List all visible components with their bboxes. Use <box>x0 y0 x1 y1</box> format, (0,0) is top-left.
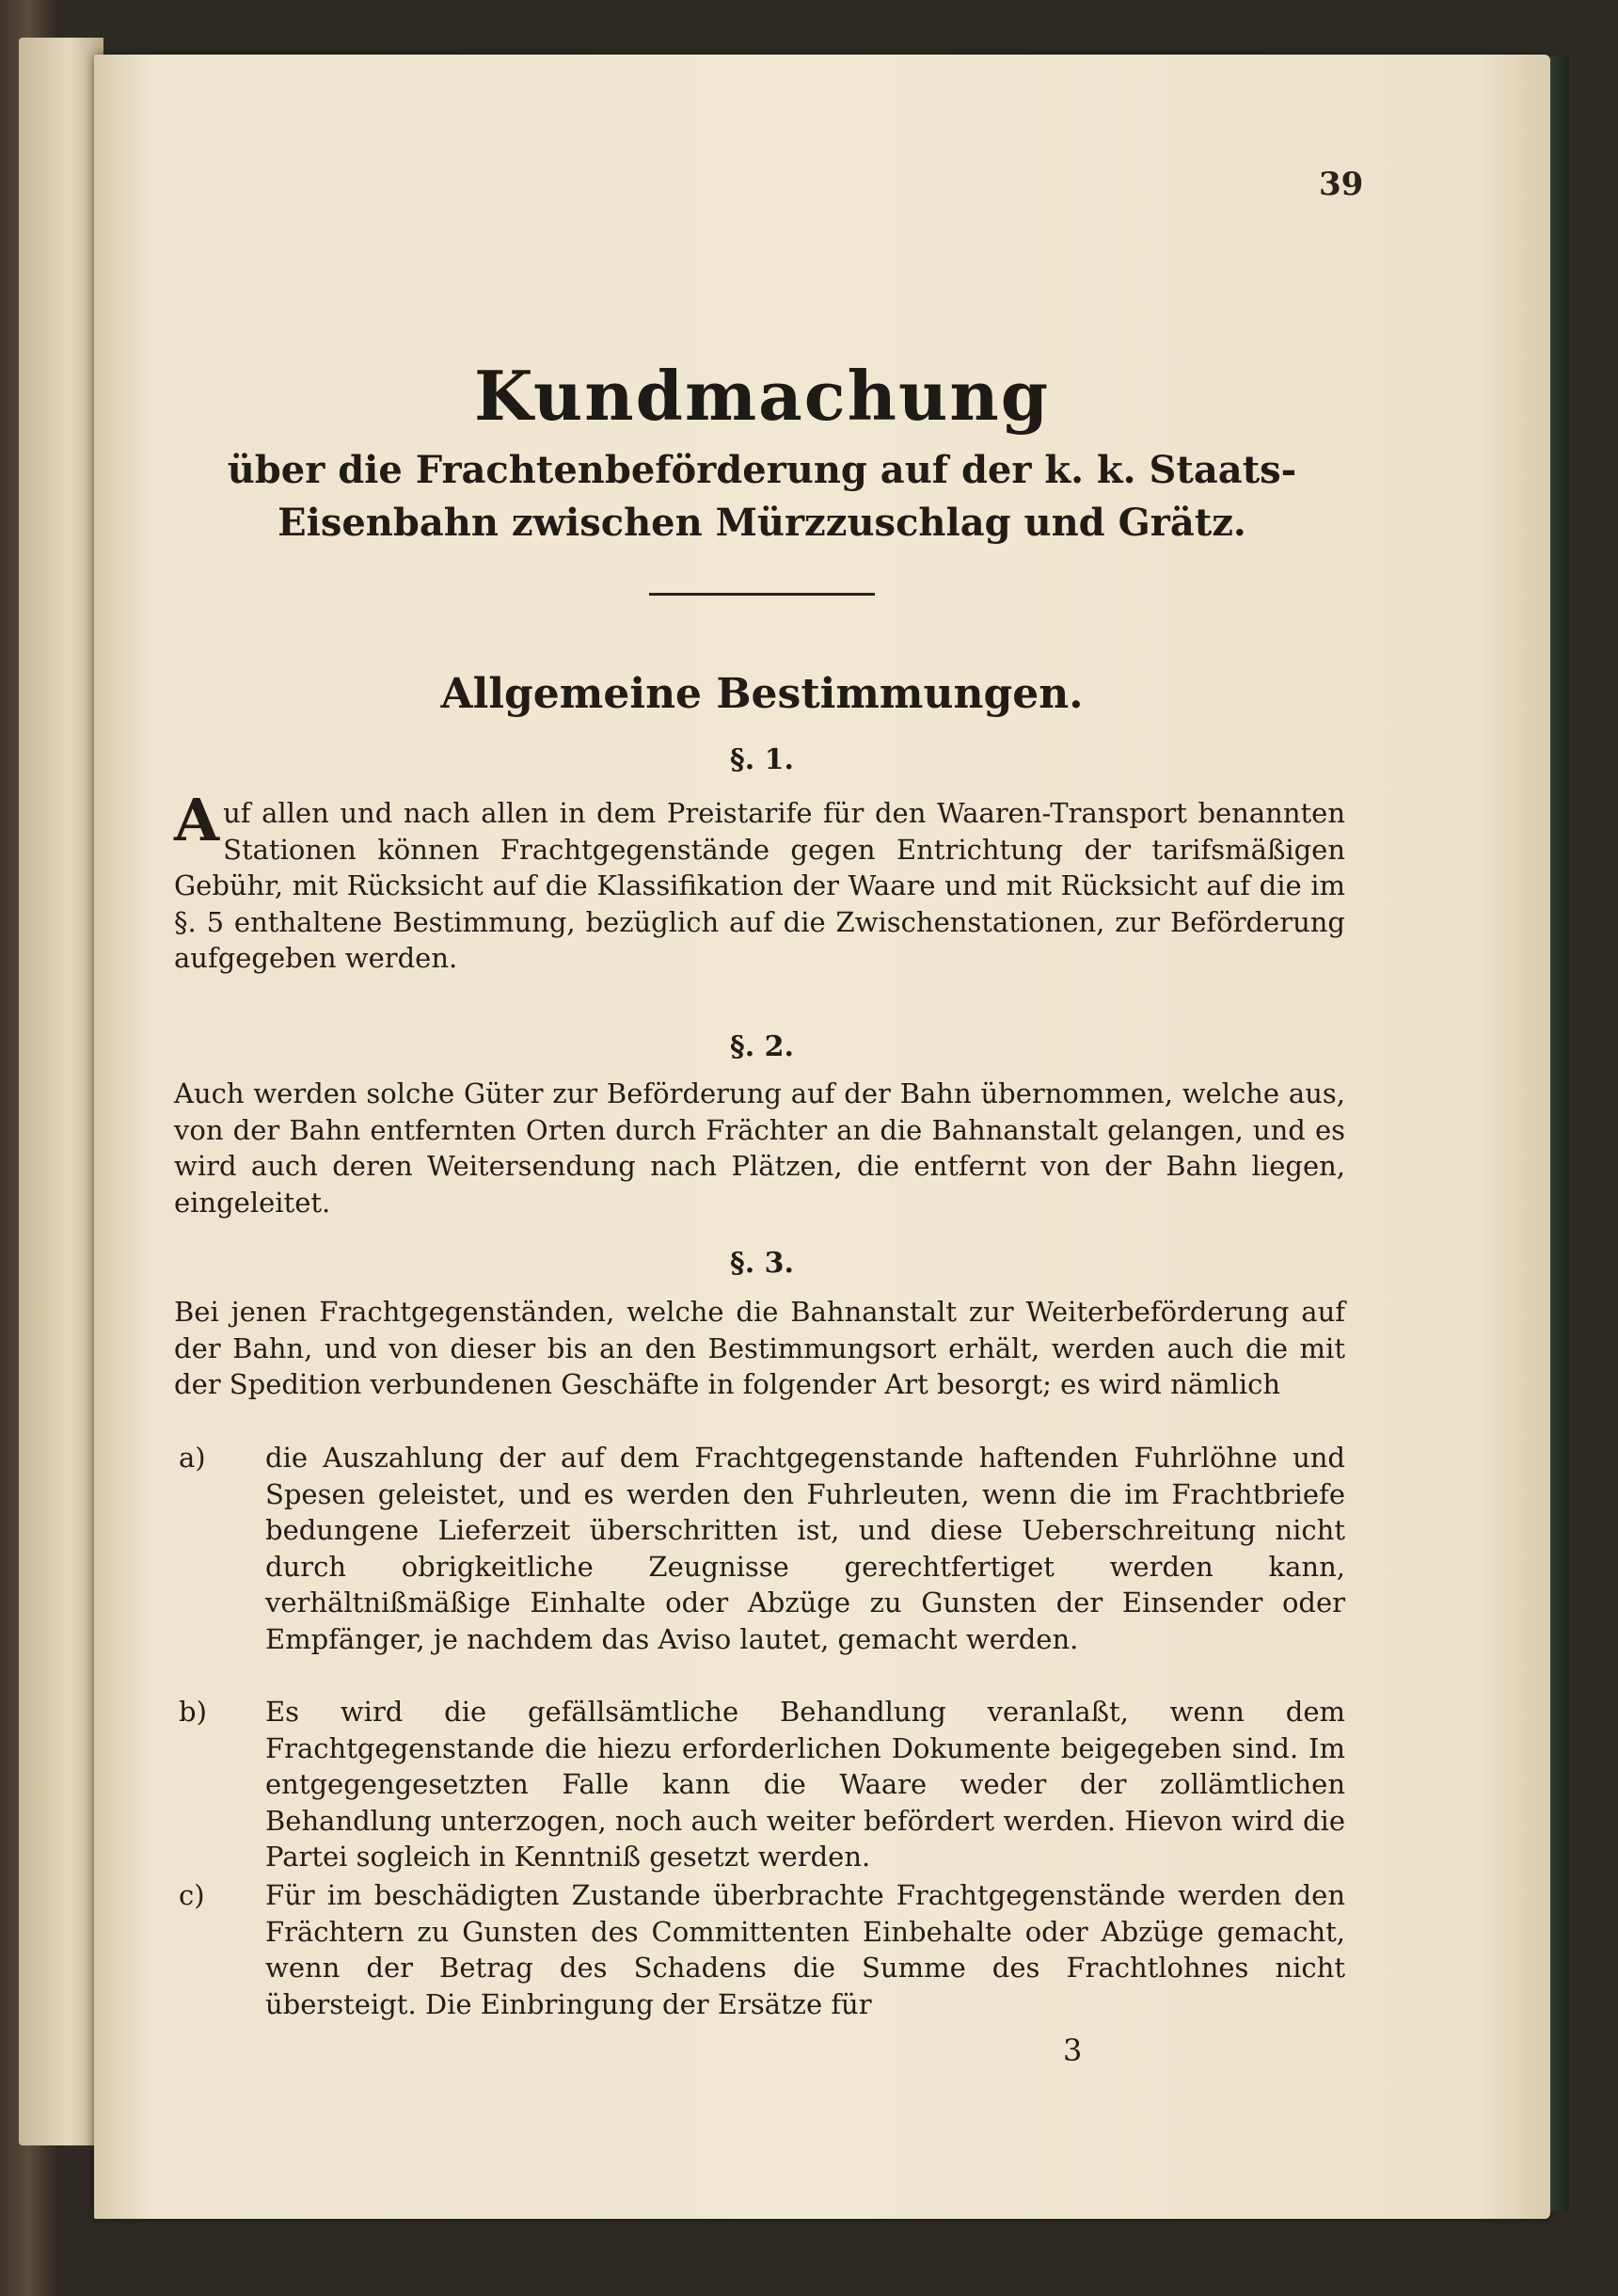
section-heading: Allgemeine Bestimmungen. <box>440 670 1084 718</box>
page-number: 39 <box>1319 166 1364 203</box>
list-item-c-text: Für im beschädigten Zustande überbrachte Frachtgegenstände werden den Frächtern zu Gunsten des Committenten Einbehalte oder Abzüge gemacht, wenn der Betrag des Schadens die Summe des Frachtlohnes nicht übersteigt. Die Einbringung der Ersätze für <box>265 1879 1345 2020</box>
divider-rule <box>649 593 875 596</box>
list-marker-b: b) <box>179 1696 207 1728</box>
paragraph-label-2: §. 2. <box>730 1030 794 1063</box>
signature-mark: 3 <box>1063 2033 1083 2068</box>
list-marker-a: a) <box>179 1442 206 1474</box>
drop-cap: A <box>174 786 220 854</box>
document-title: Kundmachung <box>473 356 1051 436</box>
paragraph-1 <box>174 786 1345 977</box>
book-cover-edge <box>1550 56 1569 2211</box>
subtitle-line-1: über die Frachtenbeförderung auf der k. k. Staats- <box>227 448 1297 492</box>
left-page-edge <box>19 38 103 2145</box>
list-item-a-text: die Auszahlung der auf dem Frachtgegenstande haftenden Fuhrlöhne und Spesen geleistet, und es werden den Fuhrleuten, wenn die im Frachtbriefe bedungene Lieferzeit überschritten ist, und diese Ueberschreitung nicht durch obrigkeitliche Zeugnisse gerechtfertiget werden kann, verhältnißmäßige Einhalte oder Abzüge zu Gunsten der Einsender oder Empfänger, je nachdem das Aviso lautet, gemacht werden. <box>265 1442 1345 1655</box>
list-item-b <box>179 1694 1345 1875</box>
paragraph-1-text: uf allen und nach allen in dem Preistarife für den Waaren-Transport benannten Stationen können Frachtgegenstände gegen Entrichtung der tarifsmäßigen Gebühr, mit Rücksicht auf die Klassifikation der Waare und mit Rücksicht auf die im §. 5 enthaltene Bestimmung, bezüglich auf die Zwischenstationen, zur Beförderung aufgegeben werden. <box>174 797 1345 974</box>
document-subtitle <box>169 444 1355 550</box>
paragraph-label-1: §. 1. <box>730 743 794 776</box>
list-item-a <box>179 1440 1345 1657</box>
list-item-c <box>179 1877 1345 2022</box>
list-item-b-text: Es wird die gefällsämtliche Behandlung veranlaßt, wenn dem Frachtgegenstande die hiezu erforderlichen Dokumente beigegeben sind. Im entgegengesetzten Falle kann die Waare weder der zollämtlichen Behandlung unterzogen, noch auch weiter befördert werden. Hievon wird die Partei sogleich in Kenntniß gesetzt werden. <box>265 1696 1345 1873</box>
paragraph-label-3: §. 3. <box>730 1247 794 1280</box>
list-marker-c: c) <box>179 1879 205 1911</box>
paragraph-3: Bei jenen Frachtgegenständen, welche die Bahnanstalt zur Weiterbeförderung auf der Bahn, und von dieser bis an den Bestimmungsort erhält, werden auch die mit der Spedition verbundenen Geschäfte in folgender Art besorgt; es wird nämlich <box>174 1296 1345 1400</box>
paragraph-2: Auch werden solche Güter zur Beförderung auf der Bahn übernommen, welche aus, von der Bahn entfernten Orten durch Frächter an die Bahnanstalt gelangen, und es wird auch deren Weitersendung nach Plätzen, die entfernt von der Bahn liegen, eingeleitet. <box>174 1077 1345 1219</box>
subtitle-line-2: Eisenbahn zwischen Mürzzuschlag und Grätz. <box>278 501 1246 545</box>
